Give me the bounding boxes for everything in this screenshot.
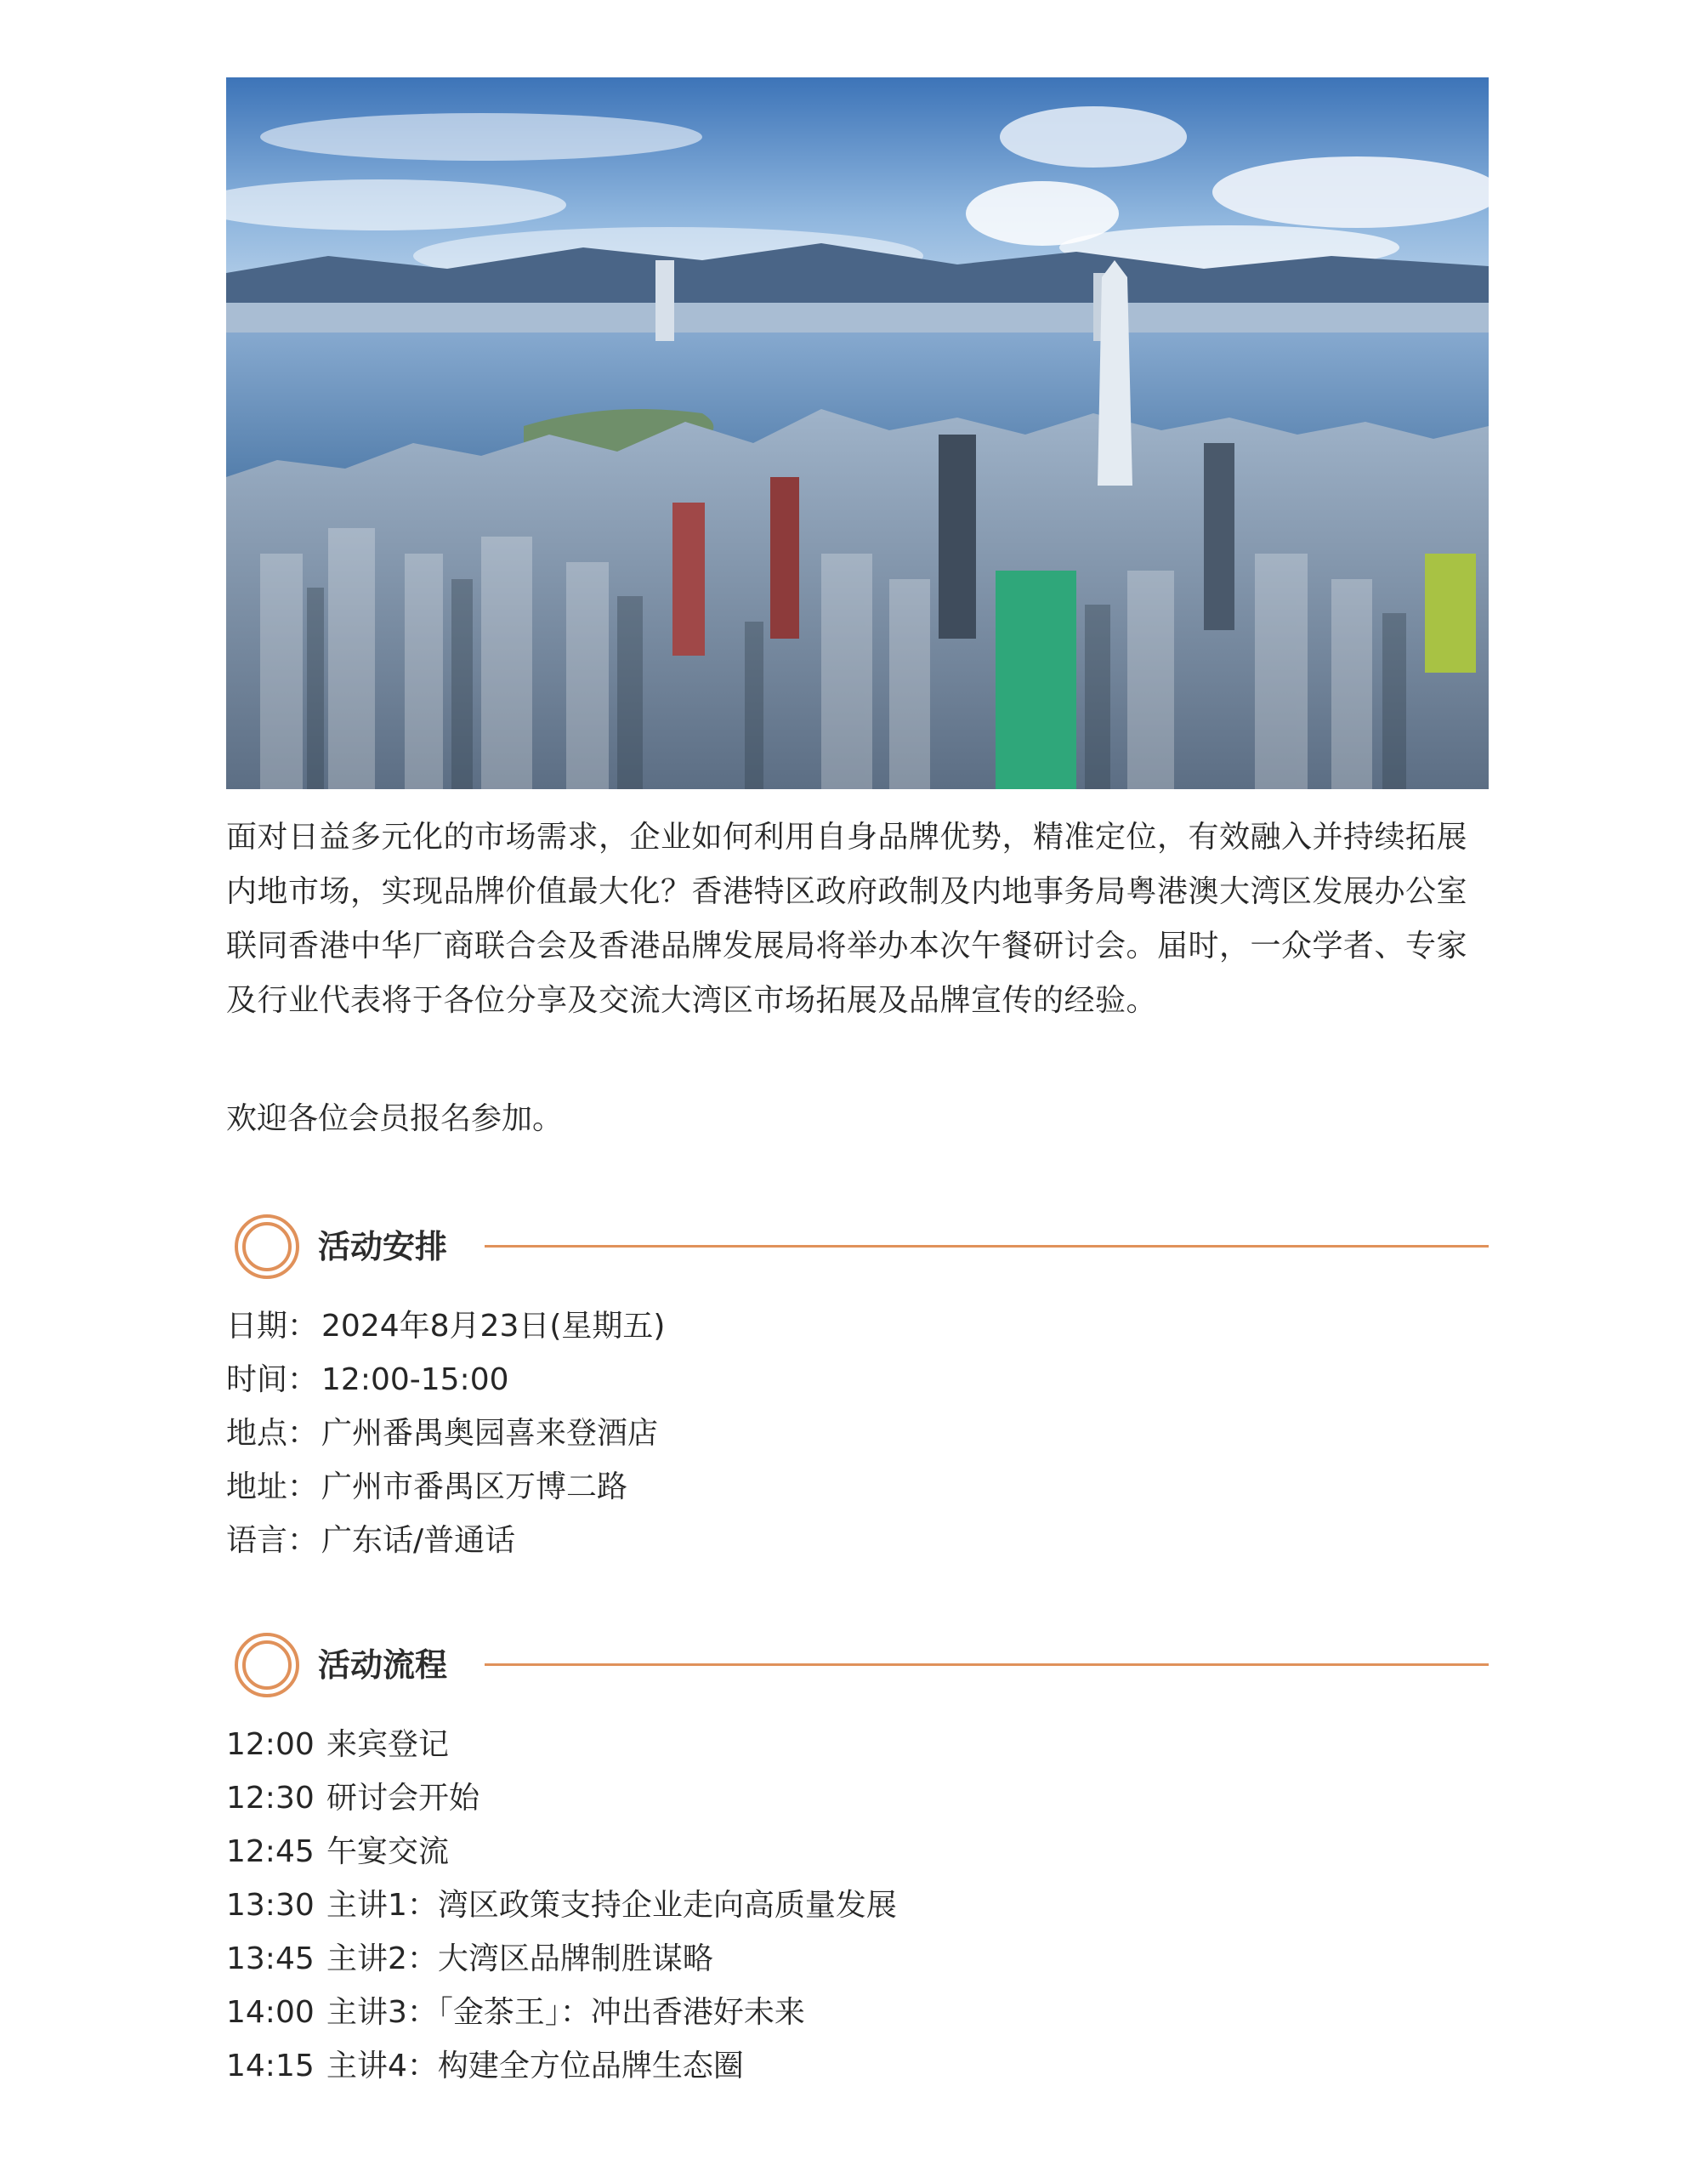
info-row-time bbox=[226, 1353, 665, 1407]
schedule-item: 午宴交流 bbox=[326, 1834, 450, 1869]
schedule-row bbox=[226, 1718, 897, 1771]
schedule-time: 13:45 bbox=[226, 1941, 315, 1976]
info-label: 时间： bbox=[226, 1362, 319, 1397]
section-header-arrangement bbox=[233, 1213, 1489, 1281]
schedule-list bbox=[226, 1718, 897, 2093]
info-row-date bbox=[226, 1299, 665, 1353]
schedule-time: 12:45 bbox=[226, 1834, 315, 1869]
welcome-text: 欢迎各位会员报名参加。 bbox=[226, 1101, 564, 1136]
schedule-item: 主讲4：构建全方位品牌生态圈 bbox=[326, 2049, 744, 2083]
info-value: 广州市番禺区万博二路 bbox=[321, 1469, 628, 1504]
schedule-item: 来宾登记 bbox=[326, 1727, 450, 1762]
info-row-venue bbox=[226, 1407, 665, 1460]
section-divider bbox=[485, 1245, 1489, 1248]
info-value: 广州番禺奥园喜来登酒店 bbox=[321, 1416, 659, 1451]
section-title-flow: 活动流程 bbox=[318, 1646, 448, 1684]
intro-paragraph: 面对日益多元化的市场需求，企业如何利用自身品牌优势，精准定位，有效融入并持续拓展内地市场，实现品牌价值最大化？香港特区政府政制及内地事务局粤港澳大湾区发展办公室联同香港中华厂商联合会及香港品牌发展局将举办本次午餐研讨会。届时，一众学者、专家及行业代表将于各位分享及交流大湾区市场拓展及品牌宣传的经验。 bbox=[226, 820, 1468, 1018]
schedule-time: 13:30 bbox=[226, 1888, 315, 1923]
schedule-row bbox=[226, 1879, 897, 1932]
info-label: 地址： bbox=[226, 1469, 319, 1504]
info-label: 日期： bbox=[226, 1309, 319, 1344]
arrangement-list bbox=[226, 1299, 665, 1567]
double-ring-icon bbox=[233, 1631, 301, 1699]
double-ring-icon bbox=[233, 1213, 301, 1281]
schedule-item: 主讲1：湾区政策支持企业走向高质量发展 bbox=[326, 1888, 897, 1923]
schedule-time: 12:00 bbox=[226, 1727, 315, 1762]
skyline-illustration bbox=[226, 77, 1489, 789]
section-divider bbox=[485, 1663, 1489, 1666]
schedule-time: 14:00 bbox=[226, 1995, 315, 2030]
schedule-row bbox=[226, 1825, 897, 1879]
schedule-time: 14:15 bbox=[226, 2049, 315, 2083]
schedule-time: 12:30 bbox=[226, 1781, 315, 1816]
schedule-row bbox=[226, 1771, 897, 1825]
info-row-language bbox=[226, 1514, 665, 1567]
schedule-item: 研讨会开始 bbox=[326, 1781, 480, 1816]
info-label: 语言： bbox=[226, 1523, 319, 1558]
info-label: 地点： bbox=[226, 1416, 319, 1451]
section-header-flow bbox=[233, 1631, 1489, 1699]
schedule-item: 主讲2：大湾区品牌制胜谋略 bbox=[326, 1941, 713, 1976]
info-value: 12:00-15:00 bbox=[321, 1362, 509, 1397]
schedule-item: 主讲3：「金茶王」：冲出香港好未来 bbox=[326, 1995, 805, 2030]
info-row-address bbox=[226, 1460, 665, 1514]
hero-image-hong-kong-skyline bbox=[226, 77, 1489, 789]
schedule-row bbox=[226, 2039, 897, 2093]
schedule-row bbox=[226, 1932, 897, 1986]
schedule-row bbox=[226, 1986, 897, 2039]
section-title-arrangement: 活动安排 bbox=[318, 1228, 448, 1265]
info-value: 2024年8月23日(星期五) bbox=[321, 1309, 666, 1344]
info-value: 广东话/普通话 bbox=[321, 1523, 516, 1558]
